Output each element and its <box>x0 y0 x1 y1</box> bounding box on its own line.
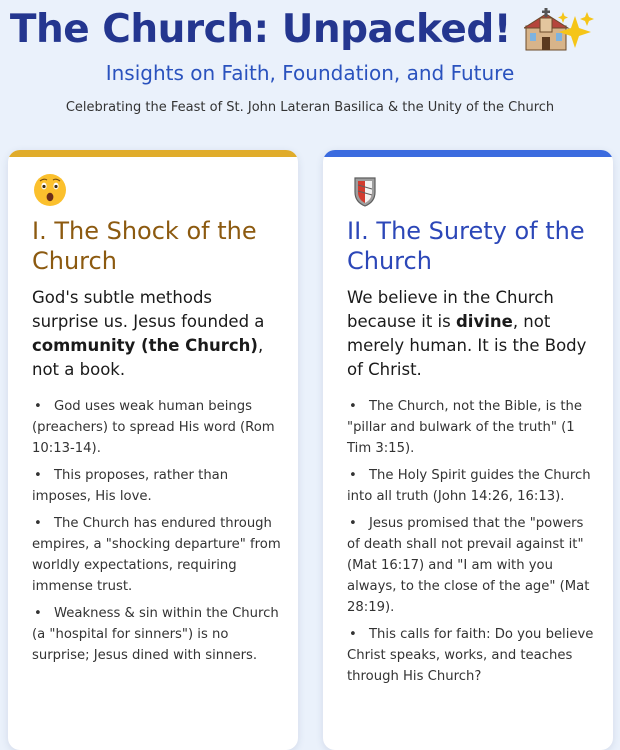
card-accent-bar <box>8 150 298 157</box>
card-title: I. The Shock of the Church <box>32 217 257 275</box>
list-item: • The Holy Spirit guides the Church into all truth (John 14:26, 16:13). <box>347 468 591 504</box>
list-item: • The Church has endured through empires, a "shocking departure" from worldly expectations, requiring immense trust. <box>32 516 281 594</box>
lead-emphasis: divine <box>455 312 513 331</box>
astonished-face-icon <box>32 172 68 208</box>
list-item: • This proposes, rather than imposes, His love. <box>32 468 229 504</box>
list-item: • The Church, not the Bible, is the "pillar and bulwark of the truth" (1 Tim 3:15). <box>347 399 583 456</box>
card-accent-bar <box>323 150 613 157</box>
list-item: • This calls for faith: Do you believe Christ speaks, works, and teaches through His Church? <box>347 627 594 684</box>
title-row <box>0 6 620 52</box>
card-surety <box>323 150 613 750</box>
list-item: • God uses weak human beings (preachers) to spread His word (Rom 10:13-14). <box>32 399 275 456</box>
page-tagline: Celebrating the Feast of St. John Lateran Basilica & the Unity of the Church <box>65 100 555 115</box>
page-title: The Church: Unpacked! <box>9 6 512 52</box>
card-lead: We believe in the Church because it is divine, not merely human. It is the Body of Christ. <box>347 288 587 379</box>
card-shock <box>8 150 298 750</box>
page-subtitle: Insights on Faith, Foundation, and Future <box>105 61 515 85</box>
point-list <box>32 396 282 666</box>
list-item: • Jesus promised that the "powers of death shall not prevail against it" (Mat 16:17) and "I am with you always, to the close of the age" (Mat 28:19). <box>347 516 590 615</box>
shield-icon <box>347 172 383 208</box>
card-title: II. The Surety of the Church <box>347 217 585 275</box>
lead-emphasis: community (the Church) <box>32 336 258 355</box>
card-lead: God's subtle methods surprise us. Jesus founded a community (the Church), not a book. <box>32 288 265 379</box>
list-item: • Weakness & sin within the Church (a "hospital for sinners") is no surprise; Jesus dined with sinners. <box>32 606 279 663</box>
sparkles-icon <box>555 10 595 52</box>
point-list <box>347 396 597 687</box>
